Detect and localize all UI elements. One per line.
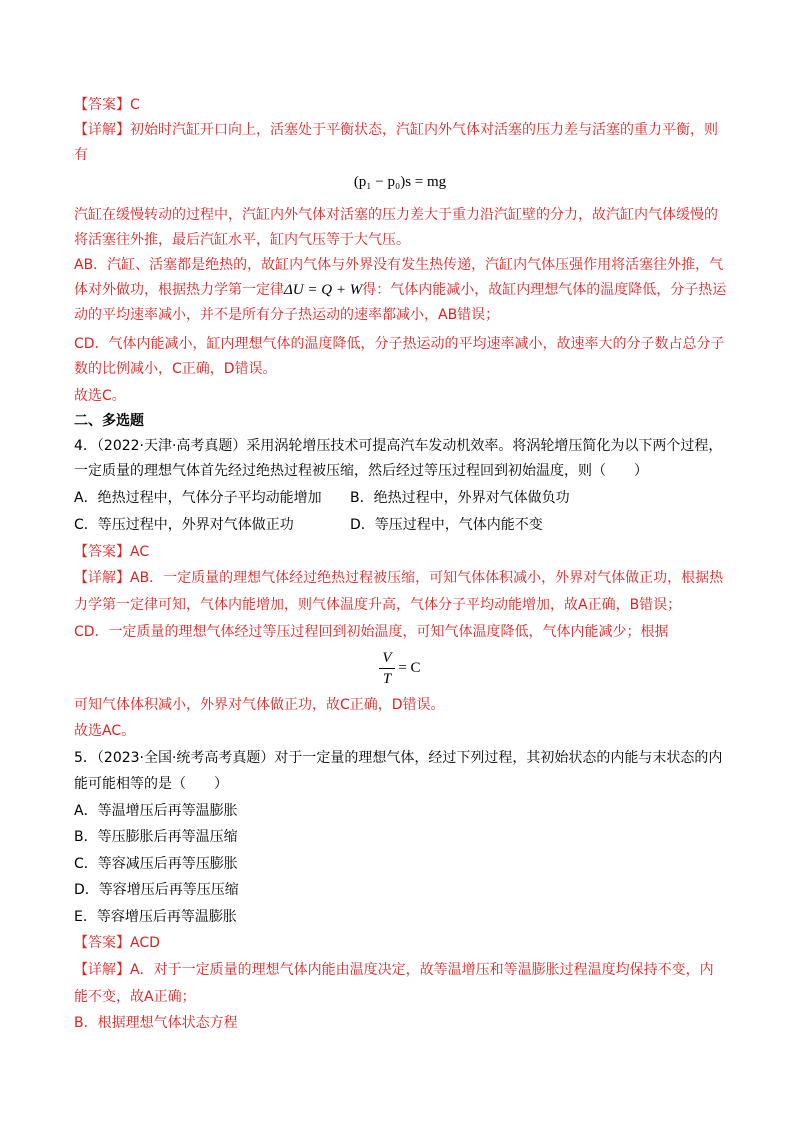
detail-line	[74, 120, 718, 140]
answer-value: AC	[130, 544, 150, 560]
answer-label: 【答案】	[74, 97, 130, 113]
option-a: A．绝热过程中，气体分子平均动能增加	[74, 490, 322, 506]
detail-text: AB．汽缸、活塞都是绝热的，故缸内气体与外界没有发生热传递，汽缸内气体压强作用将活塞往外推，气	[74, 257, 724, 273]
detail-line	[74, 960, 714, 980]
formula-first-law: ΔU = Q + W	[284, 282, 363, 298]
detail-text: 可知气体体积减小，外界对气体做正功，故C正确，D错误。	[74, 697, 445, 713]
answer-label: 【答案】	[74, 935, 130, 951]
question-stem: 5．（2023·全国·统考高考真题）对于一定量的理想气体，经过下列过程，其初始状态的内能与末状态的内	[74, 750, 723, 766]
option-d: D．等容增压后再等压压缩	[74, 882, 239, 898]
detail-text: B．根据理想气体状态方程	[74, 1015, 238, 1031]
detail-text: CD．一定质量的理想气体经过等压过程回到初始温度，可知气体温度降低，气体内能减少；根据	[74, 624, 669, 640]
section-title: 二、多选题	[74, 413, 144, 429]
detail-text: AB．一定质量的理想气体经过绝热过程被压缩，可知气体体积减小，外界对气体做正功，根据热	[130, 570, 724, 586]
detail-text: 有	[74, 147, 88, 163]
detail-text: 能不变，故A正确；	[74, 989, 196, 1005]
answer-label: 【答案】	[74, 544, 130, 560]
detail-text: 数的比例减小，C正确，D错误。	[74, 361, 277, 377]
fraction-denominator: T	[382, 671, 392, 687]
detail-line	[74, 280, 726, 300]
detail-text: 汽缸在缓慢转动的过程中，汽缸内外气体对活塞的压力差大于重力沿汽缸壁的分力，故汽缸内气体缓慢的	[74, 207, 718, 223]
answer-value: C	[130, 97, 140, 113]
answer-line	[74, 933, 160, 953]
option-d: D．等压过程中，气体内能不变	[350, 517, 543, 533]
detail-text: 得：气体内能减小，故缸内理想气体的温度降低，分子热运	[362, 282, 727, 298]
question-stem: 4．（2022·天津·高考真题）采用涡轮增压技术可提高汽车发动机效率。将涡轮增压简化为以下两个过程，	[74, 438, 723, 454]
detail-label: 【详解】	[74, 122, 130, 138]
detail-text: 体对外做功，根据热力学第一定律	[74, 282, 284, 298]
formula-pressure-balance: (p₁ − p₀)s = mg	[353, 174, 447, 190]
detail-text: 力学第一定律可知，气体内能增加，则气体温度升高，气体分子平均动能增加，故A正确，B错误；	[74, 597, 682, 613]
fraction-numerator: V	[379, 648, 394, 669]
fraction	[379, 648, 394, 689]
option-b: B．绝热过程中，外界对气体做负功	[350, 490, 570, 506]
option-c: C．等容减压后再等压膨胀	[74, 856, 238, 872]
detail-text: CD．气体内能减小，缸内理想气体的温度降低，分子热运动的平均速率减小，故速率大的分子数占总分子	[74, 336, 725, 352]
option-c: C．等压过程中，外界对气体做正功	[74, 517, 294, 533]
detail-text: A．对于一定质量的理想气体内能由温度决定，故等温增压和等温膨胀过程温度均保持不变，内	[130, 962, 714, 978]
answer-line	[74, 542, 149, 562]
formula-rhs: = C	[398, 660, 421, 676]
option-b: B．等压膨胀后再等温压缩	[74, 829, 238, 845]
detail-text: 将活塞往外推，最后汽缸水平，缸内气压等于大气压。	[74, 232, 410, 248]
answer-value: ACD	[130, 935, 160, 951]
formula-v-over-t	[0, 648, 800, 689]
detail-label: 【详解】	[74, 962, 130, 978]
question-stem: 一定质量的理想气体首先经过绝热过程被压缩，然后经过等压过程回到初始温度，则（ ）	[74, 463, 648, 479]
choice-line: 故选AC。	[74, 723, 136, 739]
detail-line	[74, 568, 723, 588]
option-a: A．等温增压后再等温膨胀	[74, 803, 238, 819]
question-stem: 能可能相等的是（ ）	[74, 776, 228, 792]
detail-label: 【详解】	[74, 570, 130, 586]
detail-text: 动的平均速率减小，并不是所有分子热运动的速率都减小，AB错误；	[74, 307, 500, 323]
option-e: E．等容增压后再等温膨胀	[74, 909, 237, 925]
answer-line	[74, 95, 140, 115]
choice-line: 故选C。	[74, 388, 126, 404]
detail-text: 初始时汽缸开口向上，活塞处于平衡状态，汽缸内外气体对活塞的压力差与活塞的重力平衡，则	[130, 122, 718, 138]
